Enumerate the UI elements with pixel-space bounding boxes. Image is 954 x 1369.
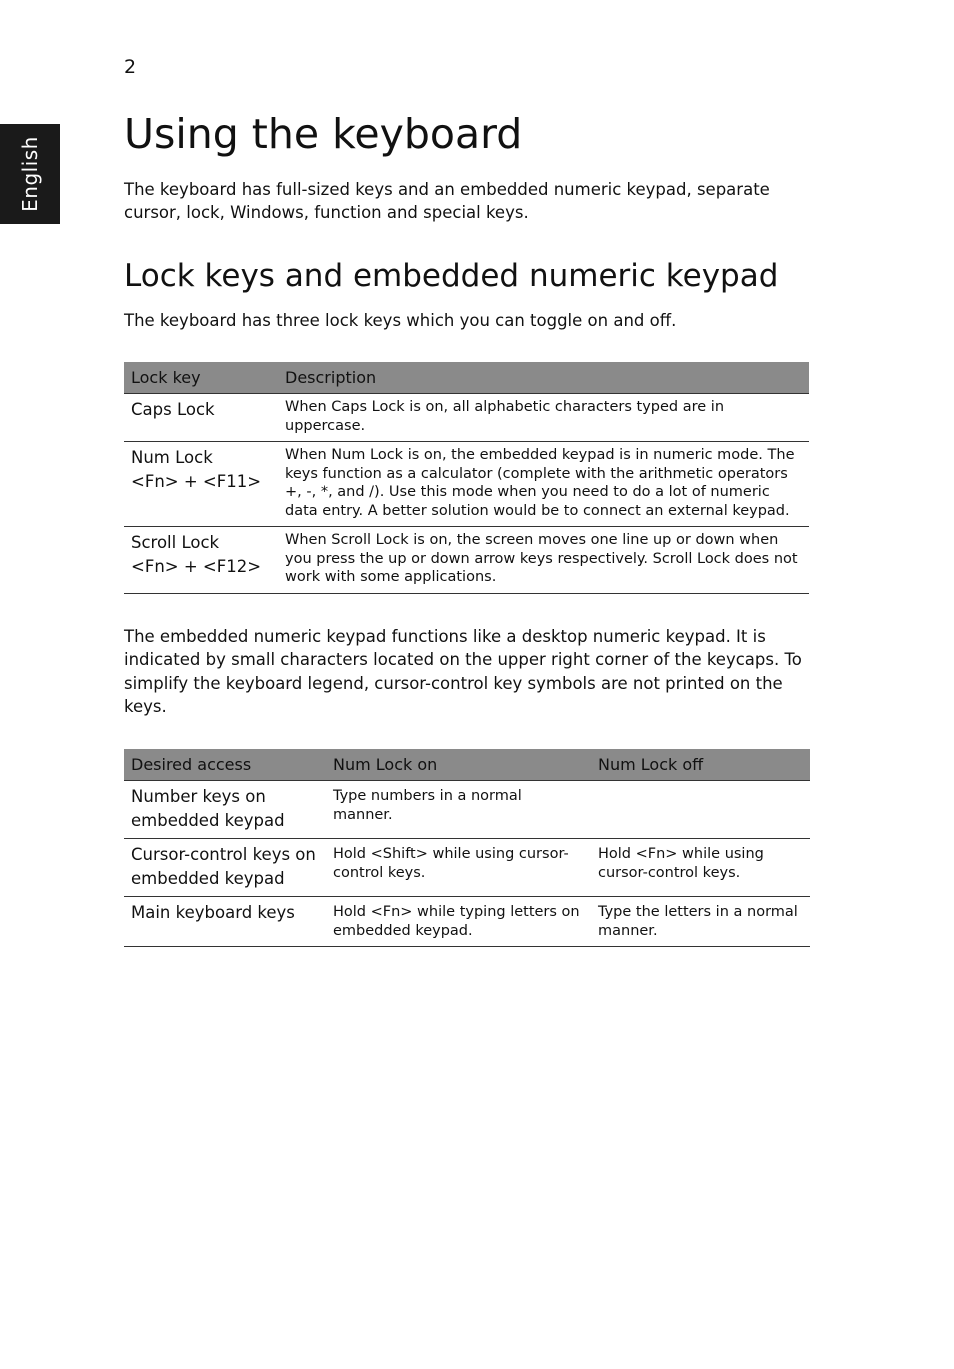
- column-header: Lock key: [124, 362, 278, 394]
- num-lock-off-cell: Type the letters in a normal manner.: [591, 897, 810, 947]
- embedded-keypad-paragraph: The embedded numeric keypad functions like a desktop numeric keypad. It is indicated by small characters located on the upper right corner of the keycaps. To simplify the keyboard legend, cursor-control key symbols are not printed on the keys.: [124, 627, 802, 716]
- table-header-row: [124, 362, 809, 394]
- table-header-row: [124, 749, 810, 781]
- column-header: Description: [278, 362, 809, 394]
- num-lock-on-cell: Hold <Shift> while using cursor-control keys.: [326, 839, 591, 897]
- table-row: [124, 781, 810, 839]
- lock-key-name: Scroll Lock: [131, 533, 220, 552]
- num-lock-on-cell: Hold <Fn> while typing letters on embedded keypad.: [326, 897, 591, 947]
- lock-keys-intro: The keyboard has three lock keys which you can toggle on and off.: [124, 311, 677, 330]
- column-header: Num Lock off: [591, 749, 810, 781]
- lock-key-cell: [124, 527, 278, 594]
- section-heading: Lock keys and embedded numeric keypad: [124, 258, 779, 294]
- num-lock-on-cell: Type numbers in a normal manner.: [326, 781, 591, 839]
- num-lock-off-cell: [591, 781, 810, 839]
- column-header: Num Lock on: [326, 749, 591, 781]
- desired-access-cell: Number keys on embedded keypad: [124, 781, 326, 839]
- page-number: 2: [124, 56, 137, 78]
- table-row: [124, 897, 810, 947]
- lock-keys-table: [124, 362, 809, 594]
- page-title: Using the keyboard: [124, 110, 523, 158]
- language-tab-label: English: [18, 136, 42, 212]
- lock-key-cell: [124, 394, 278, 442]
- lock-key-shortcut: <Fn> + <F11>: [131, 471, 262, 491]
- desired-access-cell: Cursor-control keys on embedded keypad: [124, 839, 326, 897]
- language-tab: [0, 124, 60, 224]
- access-table: [124, 749, 810, 947]
- lock-key-shortcut: <Fn> + <F12>: [131, 556, 262, 576]
- num-lock-off-cell: Hold <Fn> while using cursor-control keys.: [591, 839, 810, 897]
- lock-key-name: Caps Lock: [131, 400, 215, 419]
- lock-key-description: When Scroll Lock is on, the screen moves one line up or down when you press the up or down arrow keys respectively. Scroll Lock does not work with some applications.: [278, 527, 809, 594]
- intro-paragraph: The keyboard has full-sized keys and an embedded numeric keypad, separate cursor, lock, Windows, function and special keys.: [124, 180, 770, 222]
- lock-key-cell: [124, 442, 278, 527]
- table-row: [124, 839, 810, 897]
- lock-key-description: When Caps Lock is on, all alphabetic characters typed are in uppercase.: [278, 394, 809, 442]
- column-header: Desired access: [124, 749, 326, 781]
- table-row: [124, 394, 809, 442]
- lock-key-description: When Num Lock is on, the embedded keypad is in numeric mode. The keys function as a calculator (complete with the arithmetic operators +, -, *, and /). Use this mode when you need to do a lot of numeric data entry. A better solution would be to connect an external keypad.: [278, 442, 809, 527]
- table-row: [124, 527, 809, 594]
- lock-key-name: Num Lock: [131, 448, 213, 467]
- desired-access-cell: Main keyboard keys: [124, 897, 326, 947]
- table-row: [124, 442, 809, 527]
